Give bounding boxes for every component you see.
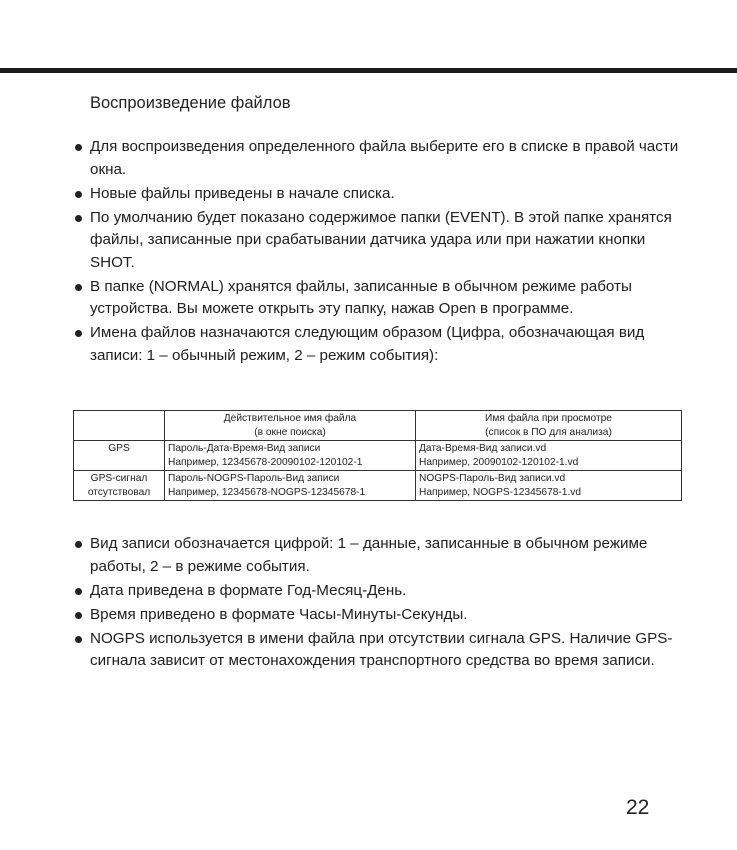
cell-line: NOGPS-Пароль-Вид записи.vd — [419, 473, 566, 484]
bullet-icon — [75, 144, 82, 151]
table-cell-real-name — [165, 471, 416, 501]
bullet-item — [74, 136, 684, 181]
bullet-text: В папке (NORMAL) хранятся файлы, записанные в обычном режиме работы устройства. Вы можете открыть эту папку, нажав Open в программе. — [90, 277, 632, 317]
bullet-item — [74, 207, 684, 275]
header-line: (список в ПО для анализа) — [485, 426, 612, 438]
bullet-text: Дата приведена в формате Год-Месяц-День. — [90, 581, 407, 599]
cell-line: Пароль-Дата-Время-Вид записи — [168, 443, 321, 454]
table-header-cell — [416, 411, 682, 441]
cell-line: Например, NOGPS-12345678-1.vd — [419, 486, 582, 498]
table-cell-view-name — [416, 471, 682, 501]
bullet-item — [74, 628, 684, 673]
bullet-text: Вид записи обозначается цифрой: 1 – данные, записанные в обычном режиме работы, 2 – в режиме события. — [90, 535, 648, 575]
bullet-text: По умолчанию будет показано содержимое папки (EVENT). В этой папке хранятся файлы, записанные при срабатывании датчика удара или при нажатии кнопки SHOT. — [90, 208, 672, 271]
bullet-icon — [75, 636, 82, 643]
table-header-cell — [165, 411, 416, 441]
bullet-item — [74, 322, 684, 367]
cell-line: Пароль-NOGPS-Пароль-Вид записи — [168, 473, 340, 484]
header-line: (в окне поиска) — [254, 426, 326, 438]
bullet-text: Имена файлов назначаются следующим образом (Цифра, обозначающая вид записи: 1 – обычный режим, 2 – режим события): — [90, 324, 645, 364]
bullet-icon — [75, 215, 82, 222]
table-cell-label — [74, 441, 165, 471]
table-header-row — [74, 411, 682, 441]
bullet-icon — [75, 612, 82, 619]
bullet-item — [74, 533, 684, 578]
header-line: Имя файла при просмотре — [485, 413, 612, 424]
bullet-text: Новые файлы приведены в начале списка. — [90, 184, 395, 202]
bullet-text: Время приведено в формате Часы-Минуты-Секунды. — [90, 605, 468, 623]
table-header-cell — [74, 411, 165, 441]
cell-line: GPS — [108, 443, 130, 454]
bullet-item — [74, 276, 684, 321]
cell-line: GPS-сигнал — [90, 473, 148, 484]
cell-line: Например, 12345678-20090102-120102-1 — [168, 456, 363, 468]
table-cell-real-name — [165, 441, 416, 471]
header-line: Действительное имя файла — [223, 413, 357, 424]
bullet-text: Для воспроизведения определенного файла выберите его в списке в правой части окна. — [90, 138, 679, 178]
cell-line: отсутствовал — [87, 486, 151, 498]
bullet-list-bottom — [74, 533, 684, 674]
bullet-item — [74, 580, 684, 603]
cell-line: Например, 20090102-120102-1.vd — [419, 456, 579, 468]
bullet-icon — [75, 330, 82, 337]
bullet-icon — [75, 284, 82, 291]
bullet-icon — [75, 191, 82, 198]
bullet-text: NOGPS используется в имени файла при отсутствии сигнала GPS. Наличие GPS-сигнала зависит от местонахождения транспортного средства во время записи. — [90, 629, 673, 669]
bullet-item — [74, 604, 684, 627]
section-heading: Воспроизведение файлов — [90, 94, 291, 112]
table-row — [74, 471, 682, 501]
table-cell-label — [74, 471, 165, 501]
file-naming-table — [73, 410, 682, 501]
bullet-icon — [75, 588, 82, 595]
bullet-list-top — [74, 136, 684, 369]
bullet-icon — [75, 541, 82, 548]
table-row — [74, 441, 682, 471]
page-number: 22 — [626, 796, 650, 819]
table-cell-view-name — [416, 441, 682, 471]
bullet-item — [74, 183, 684, 206]
cell-line: Например, 12345678-NOGPS-12345678-1 — [168, 486, 366, 498]
cell-line: Дата-Время-Вид записи.vd — [419, 443, 547, 454]
top-rule — [0, 68, 737, 73]
